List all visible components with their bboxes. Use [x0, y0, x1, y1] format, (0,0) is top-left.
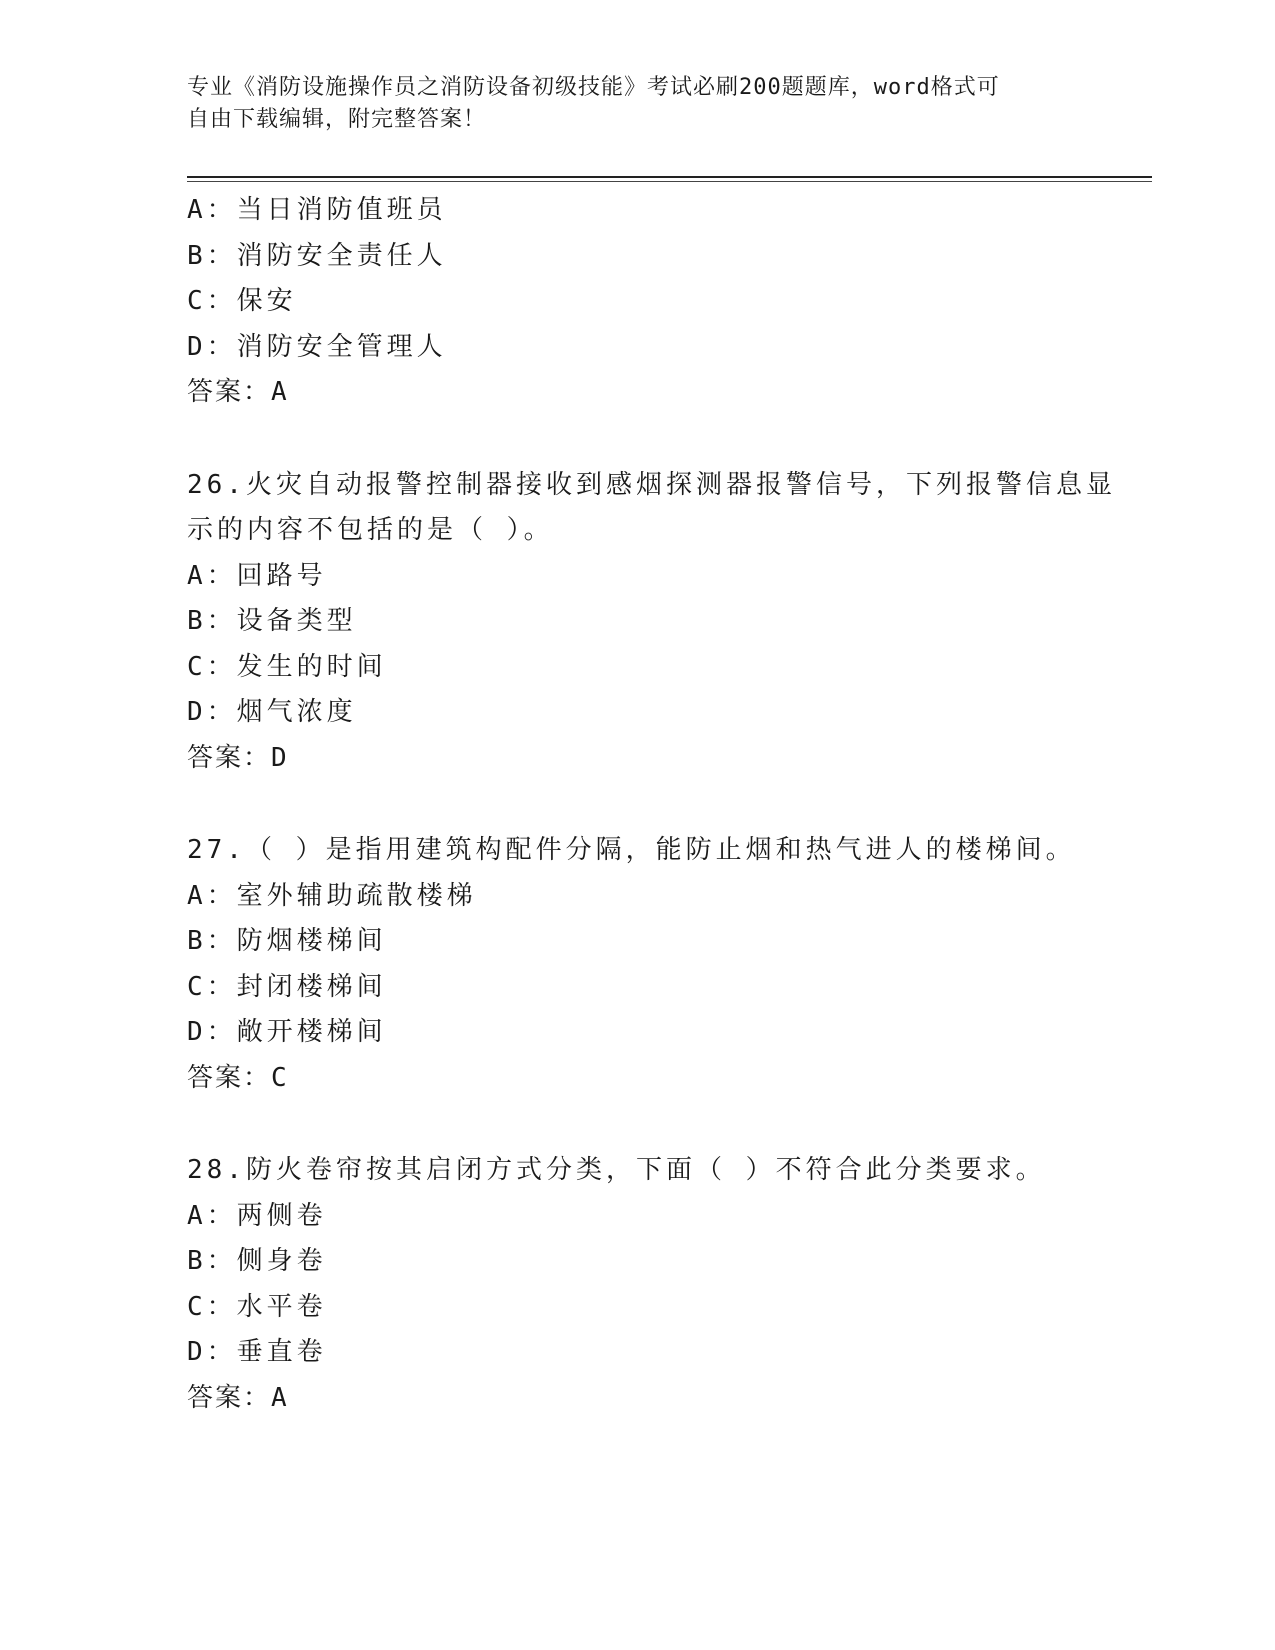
option-a: A：回路号	[187, 560, 327, 591]
answer-line: 答案：C	[187, 1062, 289, 1093]
header-divider-thin	[187, 181, 1152, 182]
option-b: B：设备类型	[187, 606, 357, 636]
option-c: C：封闭楼梯间	[187, 971, 387, 1002]
question-stem: 26.火灾自动报警控制器接收到感烟探测器报警信号，下列报警信息显	[187, 469, 1116, 500]
question-28	[187, 1148, 1087, 1421]
header-line-2: 自由下载编辑，附完整答案！	[187, 107, 487, 132]
answer-line: 答案：A	[187, 377, 289, 407]
question-stem-continued: 示的内容不包括的是（ ）。	[187, 515, 554, 545]
option-d: D：敞开楼梯间	[187, 1017, 387, 1047]
option-a: A：两侧卷	[187, 1200, 327, 1231]
option-c: C：水平卷	[187, 1291, 327, 1322]
option-b: B：防烟楼梯间	[187, 926, 387, 956]
question-stem: 28.防火卷帘按其启闭方式分类，下面（ ）不符合此分类要求。	[187, 1155, 1046, 1185]
question-25-continued	[187, 188, 1087, 416]
answer-line: 答案：A	[187, 1382, 289, 1413]
option-b: B：侧身卷	[187, 1246, 327, 1276]
option-c: C：发生的时间	[187, 651, 387, 682]
question-list	[187, 188, 1116, 1421]
option-a: A：室外辅助疏散楼梯	[187, 880, 477, 911]
option-d: D：垂直卷	[187, 1337, 327, 1367]
option-c: C：保安	[187, 286, 297, 316]
header-divider-thick	[187, 176, 1152, 178]
option-b: B：消防安全责任人	[187, 240, 447, 271]
question-26	[187, 463, 1116, 782]
header-line-1: 专业《消防设施操作员之消防设备初级技能》考试必刷200题题库，word格式可	[187, 75, 1000, 100]
option-a: A：当日消防值班员	[187, 195, 447, 225]
question-27	[187, 828, 1087, 1101]
document-header	[187, 72, 1067, 136]
question-stem: 27.（ ）是指用建筑构配件分隔，能防止烟和热气进人的楼梯间。	[187, 835, 1076, 865]
answer-line: 答案：D	[187, 742, 289, 773]
option-d: D：消防安全管理人	[187, 331, 447, 362]
option-d: D：烟气浓度	[187, 697, 357, 727]
